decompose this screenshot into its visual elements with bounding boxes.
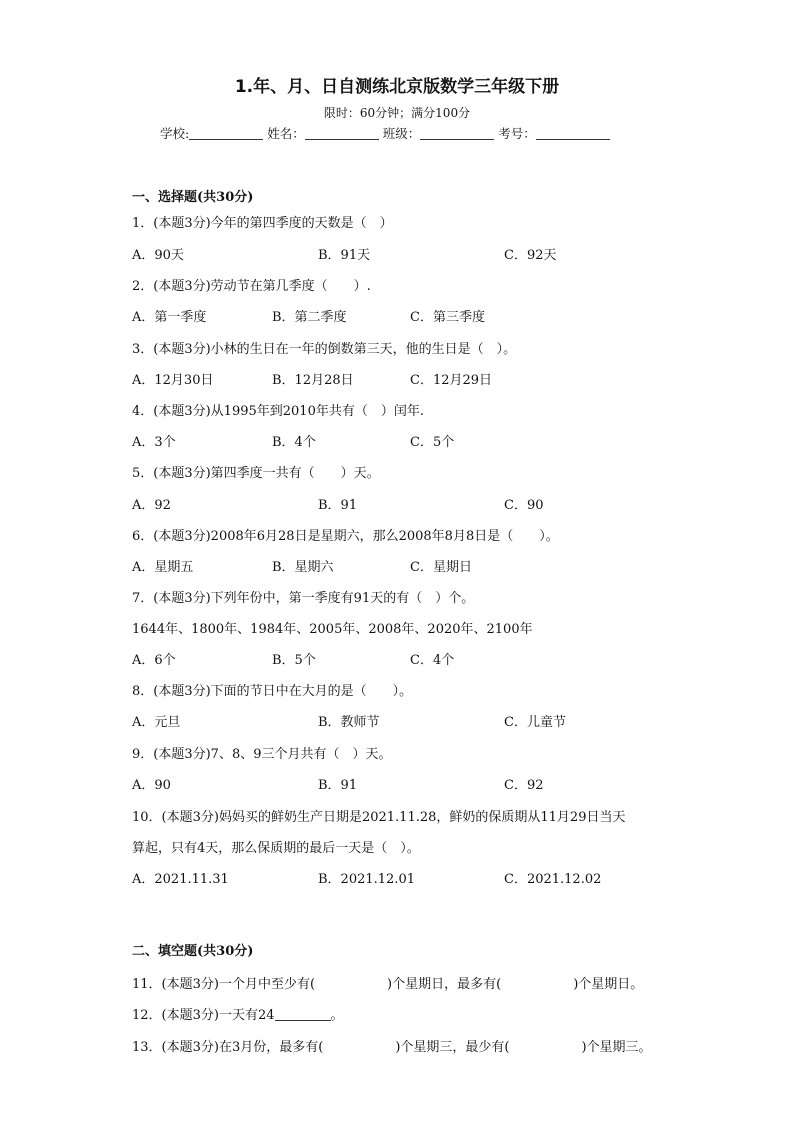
question-4-option-b[interactable]: B．4个: [272, 435, 316, 450]
question-2-option-a[interactable]: A．第一季度: [132, 310, 207, 325]
question-7-option-b[interactable]: B．5个: [272, 653, 316, 668]
question-10-stem-line-2: 算起，只有4天，那么保质期的最后一天是（ ）。: [132, 841, 420, 856]
question-12-blank[interactable]: [275, 1008, 331, 1021]
question-8-stem: 8．(本题3分)下面的节日中在大月的是（ ）。: [132, 684, 413, 699]
school-blank[interactable]: [189, 127, 263, 140]
question-2-option-b[interactable]: B．第二季度: [272, 310, 347, 325]
question-6-option-a[interactable]: A．星期五: [132, 560, 194, 575]
question-9-stem: 9．(本题3分)7、8、9三个月共有（ ）天。: [132, 747, 392, 762]
exam-number-blank[interactable]: [536, 127, 610, 140]
question-6-option-b[interactable]: B．星期六: [272, 560, 334, 575]
question-13-text-3: )个星期三。: [581, 1040, 652, 1055]
question-8-option-b[interactable]: B．教师节: [318, 715, 380, 730]
section-heading-fill-in: 二、填空题(共30分): [132, 944, 254, 959]
section-heading-choice: 一、选择题(共30分): [132, 190, 254, 205]
name-label: 姓名：: [267, 126, 305, 141]
question-3-stem: 3．(本题3分)小林的生日在一年的倒数第三天，他的生日是（ ）。: [132, 342, 517, 357]
question-3-option-b[interactable]: B．12月28日: [272, 373, 354, 388]
question-11-text-2: )个星期日，最多有(: [387, 977, 502, 992]
question-12-text-2: 。: [330, 1008, 344, 1023]
question-13: [132, 1036, 652, 1055]
question-6-option-c[interactable]: C．星期日: [410, 560, 472, 575]
question-8-option-a[interactable]: A．元旦: [132, 715, 181, 730]
question-10-option-c[interactable]: C．2021.12.02: [504, 872, 602, 887]
page-title: 1.年、月、日自测练北京版数学三年级下册: [234, 77, 560, 97]
question-12: [132, 1004, 344, 1023]
question-10-stem-line-1: 10．(本题3分)妈妈买的鲜奶生产日期是2021.11.28，鲜奶的保质期从11月29日当天: [132, 810, 626, 825]
question-2-option-c[interactable]: C．第三季度: [410, 310, 485, 325]
question-3-option-c[interactable]: C．12月29日: [410, 373, 493, 388]
exam-number-label: 考号：: [498, 126, 536, 141]
question-7-option-a[interactable]: A．6个: [132, 653, 176, 668]
student-info-row: [160, 124, 610, 142]
question-9-option-b[interactable]: B．91: [318, 778, 358, 793]
question-10-option-a[interactable]: A．2021.11.31: [132, 872, 229, 887]
name-blank[interactable]: [305, 127, 379, 140]
exam-limits: 限时：60分钟；满分100分: [323, 106, 471, 120]
class-label: 班级：: [382, 126, 421, 141]
question-9-option-c[interactable]: C．92: [504, 778, 544, 793]
question-5-option-b[interactable]: B．91: [318, 498, 358, 513]
question-13-text-1: 13．(本题3分)在3月份，最多有(: [132, 1040, 324, 1055]
school-label: 学校:: [160, 126, 190, 141]
question-11-text-1: 11．(本题3分)一个月中至少有(: [132, 977, 316, 992]
question-8-option-c[interactable]: C．儿童节: [504, 715, 566, 730]
question-2-stem: 2．(本题3分)劳动节在第几季度（ ）.: [132, 279, 371, 294]
question-7-option-c[interactable]: C．4个: [410, 653, 455, 668]
question-4-option-a[interactable]: A．3个: [132, 435, 176, 450]
question-1-stem: 1．(本题3分)今年的第四季度的天数是（ ）: [132, 216, 393, 231]
question-11-text-3: )个星期日。: [573, 977, 644, 992]
class-blank[interactable]: [420, 127, 494, 140]
question-5-option-a[interactable]: A．92: [132, 498, 171, 513]
question-1-option-c[interactable]: C．92天: [504, 248, 557, 263]
question-1-option-a[interactable]: A．90天: [132, 248, 184, 263]
question-9-option-a[interactable]: A．90: [132, 778, 171, 793]
question-10-option-b[interactable]: B．2021.12.01: [318, 872, 415, 887]
question-4-stem: 4．(本题3分)从1995年到2010年共有（ ）闰年.: [132, 404, 424, 419]
question-12-text-1: 12．(本题3分)一天有24: [132, 1008, 275, 1023]
question-5-option-c[interactable]: C．90: [504, 498, 544, 513]
question-3-option-a[interactable]: A．12月30日: [132, 373, 214, 388]
question-7-stem: 7．(本题3分)下列年份中，第一季度有91天的有（ ）个。: [132, 591, 475, 606]
question-5-stem: 5．(本题3分)第四季度一共有（ ）天。: [132, 466, 380, 481]
question-1-option-b[interactable]: B．91天: [318, 248, 371, 263]
question-13-text-2: )个星期三，最少有(: [395, 1040, 510, 1055]
question-11: [132, 973, 643, 992]
question-6-stem: 6．(本题3分)2008年6月28日是星期六，那么2008年8月8日是（ ）。: [132, 529, 559, 544]
question-7-year-list: 1644年、1800年、1984年、2005年、2008年、2020年、2100年: [132, 622, 533, 637]
question-4-option-c[interactable]: C．5个: [410, 435, 455, 450]
